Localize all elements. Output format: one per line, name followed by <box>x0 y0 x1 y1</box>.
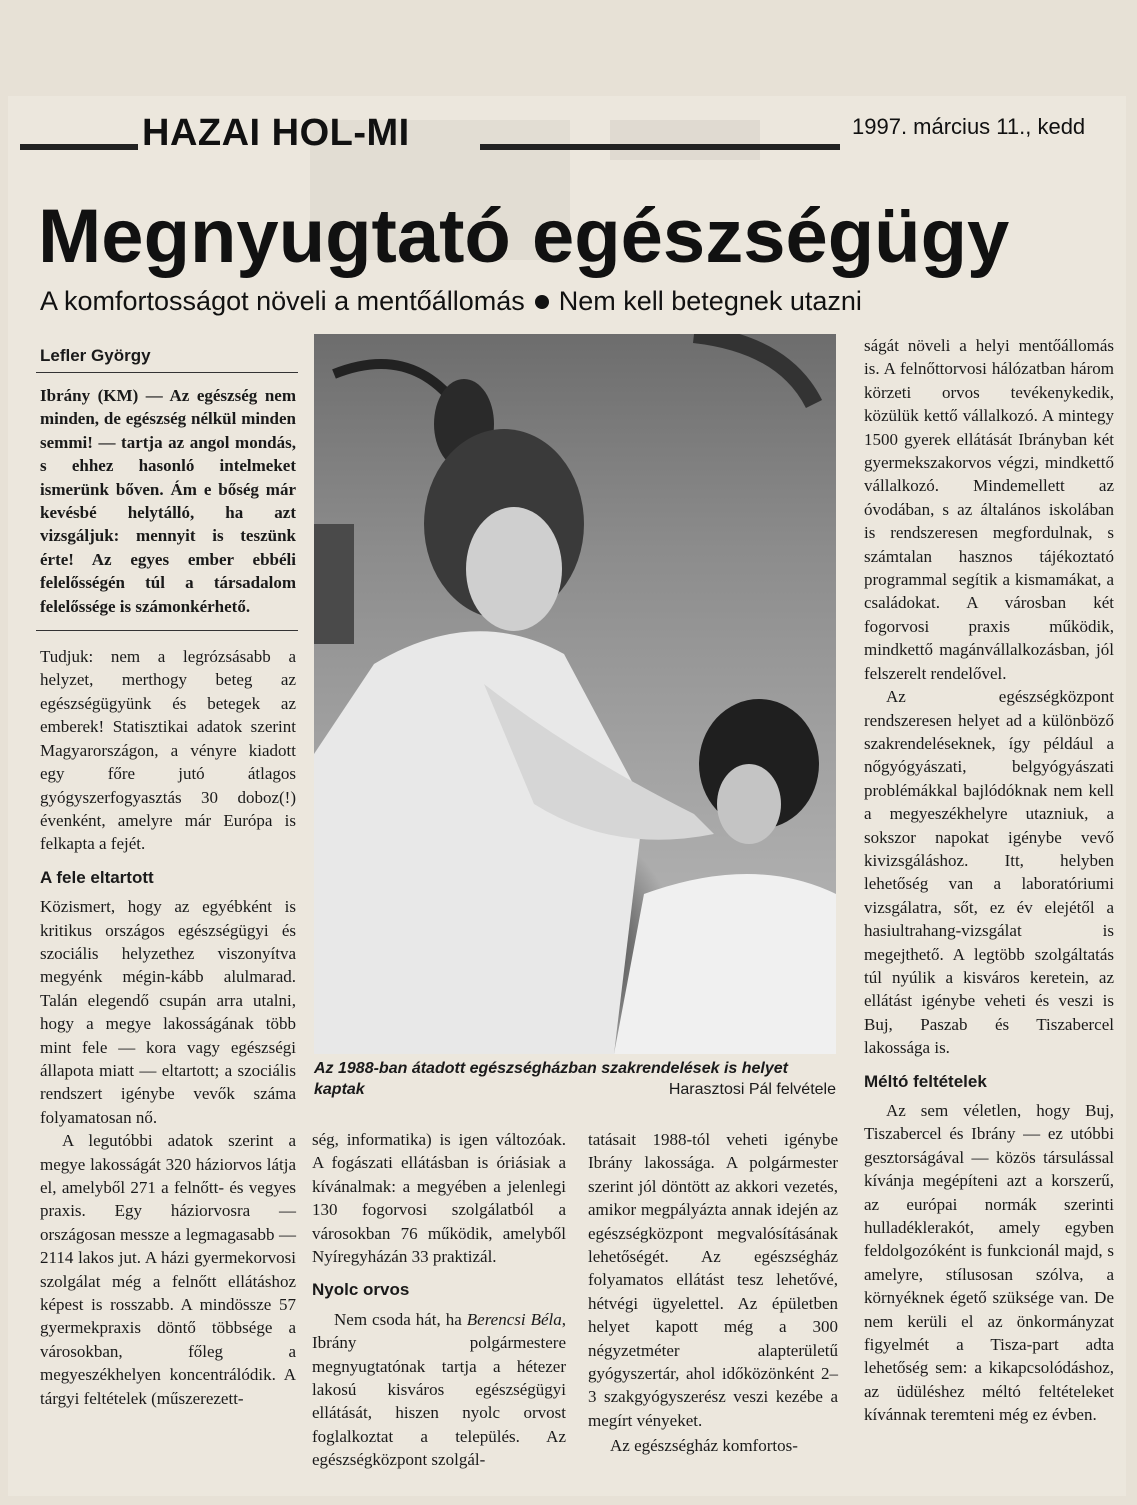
text-run: Nem csoda hát, ha <box>334 1309 467 1329</box>
photo-credit: Harasztosi Pál felvétele <box>668 1081 836 1098</box>
section-rule-right <box>480 144 840 150</box>
paragraph: Az egészségház komfortos- <box>610 1436 798 1456</box>
photo-caption <box>314 1058 836 1100</box>
dateline: 1997. március 11., kedd <box>852 114 1086 139</box>
byline-rule <box>36 372 298 373</box>
section-title: HAZAI HOL-MI <box>142 112 410 154</box>
paragraph: ség, informatika) is igen változóak. A fogászati ellátásban is óriásiak a kívánalmak: a megyében a jelenlegi 130 fogorvosi szolgálatból a városokban 76 működik, amelyből Nyíregyházán 33 praktizál. <box>312 1130 566 1267</box>
paragraph: Az egészségközpont rendszeresen helyet ad a különböző szakrendeléseknek, így például a nőgyógyászati, belgyógyászati problémákkal bajlódóknak nem kell a megyeszékhelyre utazniuk, a sokszor napokat igénybe vevő kivizsgáláshoz. Itt, helyben lehetőség van a laboratóriumi vizsgálatra, sőt, ez év elejétől a hasiultrahang-vizsgálat is megejthető. A legtöbb szolgáltatás túl nyúlik a kisváros keretein, az ellátást igénybe veheti és veszi is Buj, Paszab és Tiszabercel lakossága is. <box>864 687 1114 1058</box>
column-4 <box>864 334 1114 1427</box>
column-2 <box>312 1128 566 1472</box>
paragraph <box>312 1308 566 1472</box>
section-rule-left <box>20 144 138 150</box>
person-name: Berencsi Béla <box>466 1309 562 1329</box>
subheadline <box>40 286 862 317</box>
subheadline-part-1: A komfortosságot növeli a mentőállomás <box>40 286 525 316</box>
lead-rule <box>36 630 298 631</box>
column-3 <box>588 1128 838 1458</box>
paragraph: Az sem véletlen, hogy Buj, Tiszabercel és Ibrány — ez utóbbi gesztorságával — közös társulással kívánja megépíteni azt a korszerű, az európai normák szerinti hulladéklerakót, amely egyben feldolgozóként is funkcionál majd, s amelyre, stílusosan szólva, a környéknek égető szüksége van. De nem kerüli el az önkormányzat figyelmét a Tisza-part adta lehetőség sem: a kikapcsolódáshoz, az üdüléshez méltó feltételeket kívánnak teremteni még ez évben. <box>864 1101 1114 1425</box>
subheadline-part-2: Nem kell betegnek utazni <box>558 286 862 316</box>
paragraph: Közismert, hogy az egyébként is kritikus országos egészségügyi és szociális helyzethez viszonyítva megyénk mégin-kább alulmarad. Talán elegendő csupán arra utalni, hogy a megye lakosságának több mint fele — kora vagy egészségi állapota miatt — eltartott; a szociális rendszert igénybe vevők száma folyamatosan nő. <box>40 897 296 1127</box>
paragraph: ságát növeli a helyi mentőállomás is. A felnőttorvosi hálózatban három körzeti orvos tevékenykedik, közülük kettő vállalkozó. A mintegy 1500 gyerek ellátását Ibrányban két gyermekszakorvos végzi, mindkettő vállalkozó. Mindemellett az óvodában, s az általános iskolában is rendszeresen megfordulnak, s számtalan hasznos tájékoztató programmal segítik a kismamákat, a családokat. A városban két fogorvosi praxis működik, mindkettő magánvállalkozásban, jól felszerelt rendelővel. <box>864 336 1114 683</box>
article-photo <box>314 334 836 1054</box>
photo-illustration <box>314 334 836 1054</box>
paragraph: Tudjuk: nem a legrózsásabb a helyzet, merthogy beteg az egészségügyünk és betegek az emberek! Statisztikai adatok szerint Magyarországon, a vényre kiadott egy főre jutó átlagos gyógyszerfogyasztás 30 doboz(!) évenként, amelyre már Európa is felkapta a fejét. <box>40 647 296 854</box>
byline: Lefler György <box>40 346 151 365</box>
text-run: , Ibrány polgármestere megnyugtatónak tartja a hétezer lakosú kisváros egészségügyi ellátását, hiszen nyolc orvost foglalkoztat a település. Az egészségközpont szolgál- <box>312 1309 566 1470</box>
paragraph: tatásait 1988-tól veheti igénybe Ibrány lakossága. A polgármester szerint jól döntött az akkori vezetés, amikor megpályázta annak idején az egészségközpont megvalósításának lehetőségét. Az egészségház folyamatos ellátást tesz lehetővé, hétvégi ügyelettel. Az épületben helyet kapott még a 300 négyzetméter alapterületű gyógyszertár, ahol időközönként 2–3 szakgyógyszerész veszi kezébe a megírt vényeket. <box>588 1130 838 1430</box>
column-1 <box>40 384 296 1410</box>
crosshead-nyolc-orvos: Nyolc orvos <box>312 1280 410 1300</box>
headline: Megnyugtató egészségügy <box>38 194 1010 279</box>
caption-text: Az 1988-ban átadott egészségházban szakrendelések is helyet kaptak <box>314 1060 788 1098</box>
crosshead-melto-feltetelek: Méltó feltételek <box>864 1071 987 1091</box>
bullet-dot-icon <box>535 295 549 309</box>
paragraph: A legutóbbi adatok szerint a megye lakosságát 320 háziorvos látja el, amelyből 271 a felnőtt- és vegyes praxis. Egy háziorvosra — országosan messze a legmagasabb — 2114 lakos jut. A házi gyermekorvosi szolgálat még a felnőtt ellátáshoz képest is rosszabb. A mindössze 57 gyermekpraxis döntő többsége a városokban, főleg a megyeszékhelyen koncentrálódik. A tárgyi feltételek (műszerezett- <box>40 1131 296 1408</box>
lead-paragraph: Ibrány (KM) — Az egészség nem minden, de egészség nélkül minden semmi! — tartja az angol mondás, s ehhez hasonló intelmeket ismerünk bőven. Ám e bőség már kevésbé helytálló, ha azt vizsgáljuk: mennyit is teszünk érte! Az egyes ember ebbéli felelősségén túl a társadalom felelőssége is számonkérhető. <box>40 386 296 616</box>
crosshead-a-fele-eltartott: A fele eltartott <box>40 867 154 887</box>
